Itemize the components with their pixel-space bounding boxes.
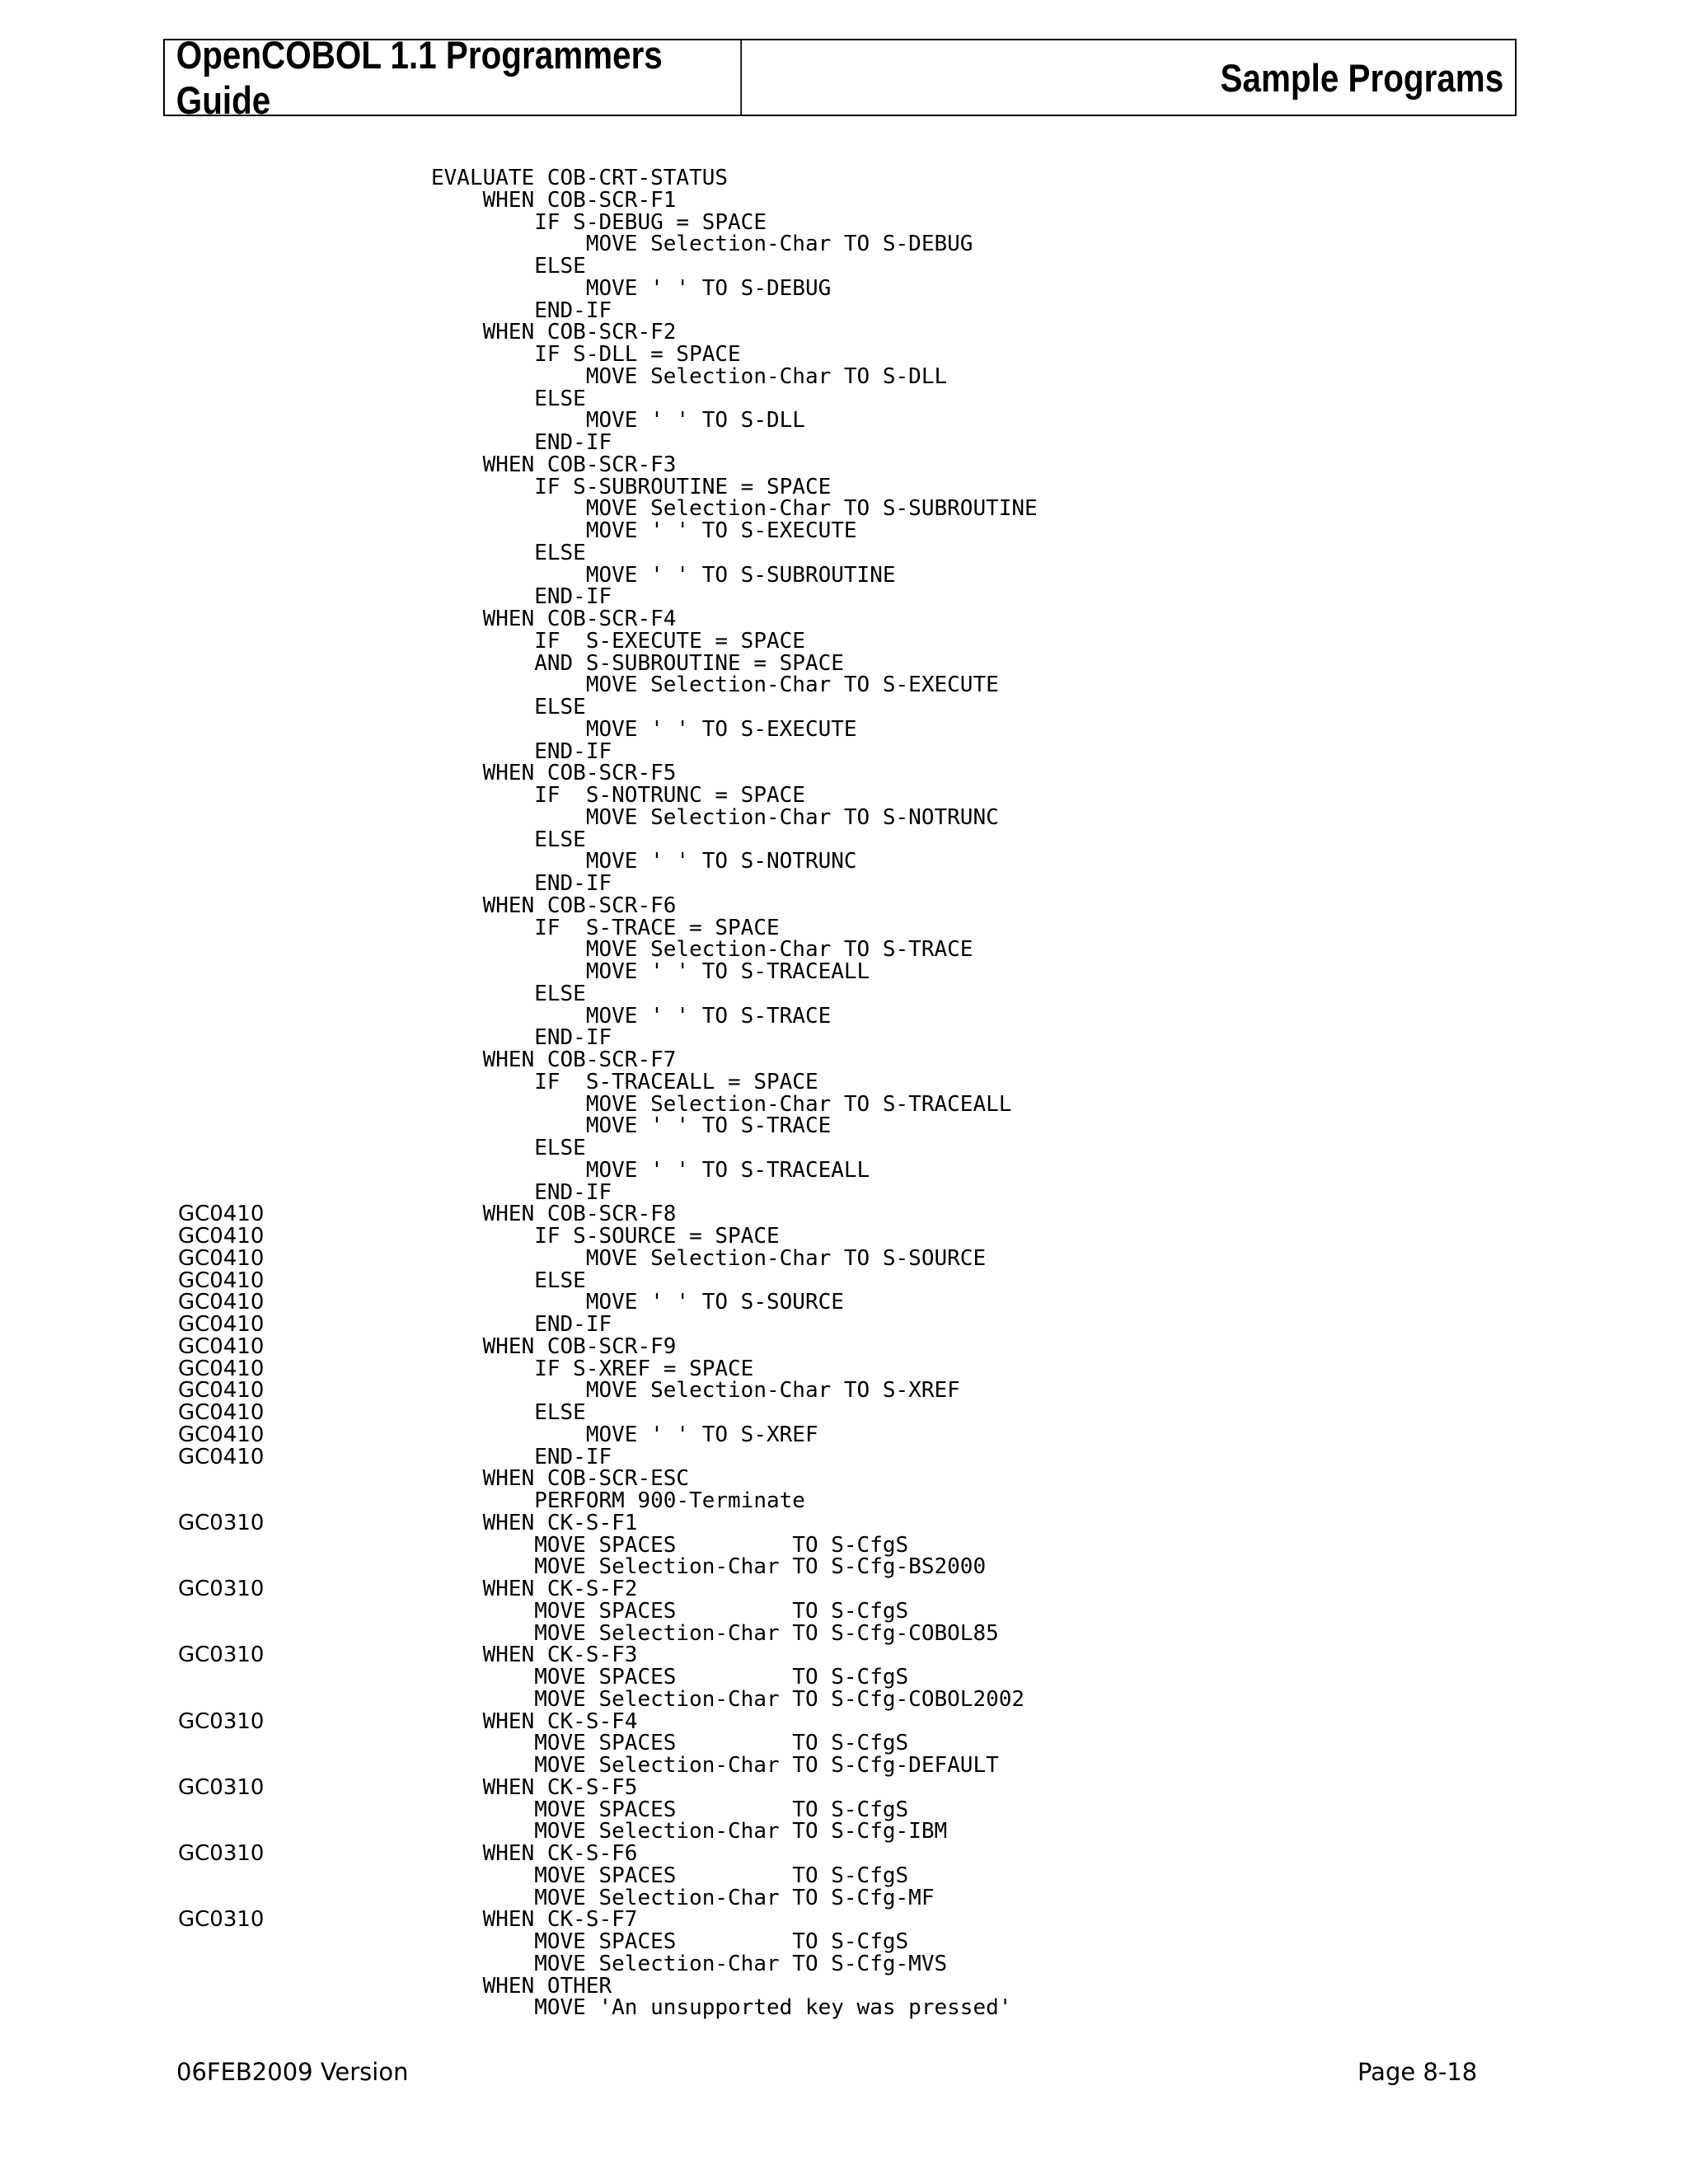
code-text: MOVE Selection-Char TO S-SUBROUTINE bbox=[431, 496, 1038, 522]
code-line bbox=[0, 1821, 1688, 1843]
code-line bbox=[0, 1314, 1688, 1336]
code-text: WHEN CK-S-F7 bbox=[431, 1907, 638, 1933]
code-line bbox=[0, 321, 1688, 344]
code-line bbox=[0, 1686, 1688, 1712]
code-line bbox=[0, 608, 1688, 630]
code-text: WHEN CK-S-F3 bbox=[431, 1643, 638, 1668]
code-line bbox=[0, 1774, 1688, 1800]
code-text: END-IF bbox=[431, 584, 612, 610]
code-line bbox=[0, 1203, 1688, 1226]
code-text: IF S-SUBROUTINE = SPACE bbox=[431, 474, 832, 499]
code-line bbox=[0, 1556, 1688, 1578]
code-text: MOVE Selection-Char TO S-TRACEALL bbox=[431, 1091, 1012, 1117]
code-text: WHEN COB-SCR-F4 bbox=[431, 607, 677, 631]
code-text: MOVE Selection-Char TO S-EXECUTE bbox=[431, 673, 999, 698]
code-line bbox=[0, 1157, 1688, 1183]
sequence-number: GC0410 bbox=[178, 1333, 265, 1359]
sequence-number: GC0310 bbox=[178, 1774, 265, 1800]
code-line bbox=[0, 209, 1688, 235]
code-text: WHEN CK-S-F5 bbox=[431, 1774, 638, 1800]
code-text: END-IF bbox=[431, 298, 612, 323]
code-text: WHEN OTHER bbox=[431, 1973, 612, 1999]
code-text: IF S-NOTRUNC = SPACE bbox=[431, 783, 805, 808]
code-line bbox=[0, 1931, 1688, 1953]
code-line bbox=[0, 674, 1688, 696]
code-text: ELSE bbox=[431, 1136, 586, 1160]
sequence-number: GC0410 bbox=[178, 1245, 265, 1271]
code-text: WHEN CK-S-F2 bbox=[431, 1577, 638, 1601]
code-line bbox=[0, 1865, 1688, 1887]
code-text: MOVE 'An unsupported key was pressed' bbox=[431, 1995, 1012, 2021]
code-text: MOVE ' ' TO S-TRACE bbox=[431, 1003, 832, 1029]
code-line bbox=[0, 983, 1688, 1005]
document-title: OpenCOBOL 1.1 Programmers Guide bbox=[176, 33, 663, 122]
code-text: ELSE bbox=[431, 1400, 586, 1425]
code-text: PERFORM 900-Terminate bbox=[431, 1488, 805, 1513]
code-line bbox=[0, 829, 1688, 851]
header-section-cell bbox=[931, 40, 1515, 115]
code-text: WHEN COB-SCR-ESC bbox=[431, 1466, 690, 1492]
code-text: WHEN COB-SCR-F7 bbox=[431, 1047, 677, 1072]
code-line bbox=[0, 650, 1688, 676]
code-text: EVALUATE COB-CRT-STATUS bbox=[431, 166, 729, 190]
code-line bbox=[0, 410, 1688, 432]
code-line bbox=[0, 1115, 1688, 1137]
sequence-number: GC0310 bbox=[178, 1708, 265, 1734]
code-line bbox=[0, 716, 1688, 742]
code-text: IF S-DEBUG = SPACE bbox=[431, 209, 767, 235]
code-line bbox=[0, 630, 1688, 653]
code-line bbox=[0, 804, 1688, 830]
footer-page-number: Page 8-18 bbox=[1357, 2058, 1478, 2086]
code-text: MOVE Selection-Char TO S-Cfg-MVS bbox=[431, 1951, 948, 1976]
code-line bbox=[0, 1620, 1688, 1646]
code-text: MOVE ' ' TO S-SUBROUTINE bbox=[431, 562, 896, 588]
code-line bbox=[0, 696, 1688, 719]
code-line bbox=[0, 1027, 1688, 1049]
section-title: Sample Programs bbox=[1220, 55, 1504, 100]
code-text: END-IF bbox=[431, 1179, 612, 1205]
code-line bbox=[0, 498, 1688, 520]
code-text: IF S-TRACE = SPACE bbox=[431, 915, 780, 940]
code-line bbox=[0, 939, 1688, 961]
code-line bbox=[0, 961, 1688, 983]
code-text: END-IF bbox=[431, 871, 612, 896]
code-line bbox=[0, 1708, 1688, 1734]
code-text: MOVE ' ' TO S-TRACE bbox=[431, 1113, 832, 1139]
code-line bbox=[0, 1179, 1688, 1205]
sequence-number: GC0310 bbox=[178, 1510, 265, 1535]
code-line bbox=[0, 1226, 1688, 1248]
code-text: AND S-SUBROUTINE = SPACE bbox=[431, 650, 844, 676]
code-line bbox=[0, 1005, 1688, 1028]
code-line bbox=[0, 562, 1688, 588]
code-text: MOVE Selection-Char TO S-Cfg-BS2000 bbox=[431, 1554, 987, 1580]
code-line bbox=[0, 1887, 1688, 1910]
code-line bbox=[0, 255, 1688, 278]
code-text: MOVE ' ' TO S-EXECUTE bbox=[431, 716, 857, 742]
code-line bbox=[0, 1512, 1688, 1535]
sequence-number: GC0410 bbox=[178, 1312, 265, 1337]
code-text: MOVE SPACES TO S-CfgS bbox=[431, 1532, 909, 1558]
code-line bbox=[0, 1755, 1688, 1777]
code-text: END-IF bbox=[431, 1444, 612, 1469]
code-text: MOVE ' ' TO S-SOURCE bbox=[431, 1290, 844, 1315]
sequence-number: GC0310 bbox=[178, 1643, 265, 1668]
code-line bbox=[0, 233, 1688, 255]
code-line bbox=[0, 1137, 1688, 1160]
code-text: IF S-EXECUTE = SPACE bbox=[431, 628, 805, 654]
code-line bbox=[0, 1909, 1688, 1931]
code-text: ELSE bbox=[431, 827, 586, 852]
code-line bbox=[0, 520, 1688, 542]
code-text: MOVE SPACES TO S-CfgS bbox=[431, 1731, 909, 1756]
code-line bbox=[0, 738, 1688, 764]
code-text: WHEN COB-SCR-F9 bbox=[431, 1333, 677, 1359]
code-text: MOVE SPACES TO S-CfgS bbox=[431, 1863, 909, 1888]
page-header bbox=[163, 33, 1517, 122]
code-text: MOVE Selection-Char TO S-Cfg-COBOL2002 bbox=[431, 1686, 1025, 1712]
code-text: ELSE bbox=[431, 695, 586, 719]
code-text: END-IF bbox=[431, 738, 612, 764]
code-text: MOVE ' ' TO S-DLL bbox=[431, 408, 805, 434]
sequence-number: GC0410 bbox=[178, 1378, 265, 1404]
code-text: MOVE Selection-Char TO S-Cfg-MF bbox=[431, 1885, 935, 1910]
code-line bbox=[0, 1091, 1688, 1117]
code-text: END-IF bbox=[431, 430, 612, 455]
code-line bbox=[0, 1799, 1688, 1821]
code-line bbox=[0, 1644, 1688, 1666]
code-listing bbox=[0, 167, 1688, 2019]
code-text: MOVE SPACES TO S-CfgS bbox=[431, 1797, 909, 1822]
code-line bbox=[0, 895, 1688, 917]
header-title-cell bbox=[165, 33, 742, 122]
code-text: WHEN CK-S-F4 bbox=[431, 1708, 638, 1734]
code-text: ELSE bbox=[431, 540, 586, 565]
code-line bbox=[0, 1333, 1688, 1359]
code-line bbox=[0, 432, 1688, 454]
code-line bbox=[0, 1358, 1688, 1380]
code-line bbox=[0, 363, 1688, 389]
code-text: MOVE Selection-Char TO S-TRACE bbox=[431, 937, 973, 963]
code-text: ELSE bbox=[431, 981, 586, 1006]
code-text: MOVE Selection-Char TO S-Cfg-DEFAULT bbox=[431, 1753, 999, 1778]
code-text: IF S-XREF = SPACE bbox=[431, 1356, 754, 1381]
code-line bbox=[0, 454, 1688, 476]
code-text: END-IF bbox=[431, 1312, 612, 1337]
sequence-number: GC0410 bbox=[178, 1422, 265, 1447]
code-line bbox=[0, 1049, 1688, 1071]
code-line bbox=[0, 1732, 1688, 1755]
code-text: MOVE Selection-Char TO S-DEBUG bbox=[431, 232, 973, 257]
code-text: WHEN CK-S-F6 bbox=[431, 1841, 638, 1866]
code-line bbox=[0, 1975, 1688, 1998]
code-line bbox=[0, 476, 1688, 499]
code-line bbox=[0, 1843, 1688, 1865]
code-text: WHEN COB-SCR-F3 bbox=[431, 452, 677, 477]
code-line bbox=[0, 1468, 1688, 1490]
code-line bbox=[0, 542, 1688, 565]
code-text: MOVE SPACES TO S-CfgS bbox=[431, 1929, 909, 1954]
code-line bbox=[0, 1578, 1688, 1601]
code-text: MOVE Selection-Char TO S-Cfg-IBM bbox=[431, 1819, 948, 1844]
code-line bbox=[0, 1245, 1688, 1271]
code-text: IF S-TRACEALL = SPACE bbox=[431, 1069, 818, 1094]
code-line bbox=[0, 1446, 1688, 1469]
code-line bbox=[0, 388, 1688, 410]
code-line bbox=[0, 1490, 1688, 1512]
code-line bbox=[0, 300, 1688, 322]
code-line bbox=[0, 1380, 1688, 1402]
sequence-number: GC0410 bbox=[178, 1444, 265, 1469]
sequence-number: GC0310 bbox=[178, 1577, 265, 1601]
code-text: IF S-DLL = SPACE bbox=[431, 342, 741, 367]
code-line bbox=[0, 785, 1688, 807]
code-line bbox=[0, 1270, 1688, 1292]
sequence-number: GC0410 bbox=[178, 1224, 265, 1249]
code-text: IF S-SOURCE = SPACE bbox=[431, 1224, 780, 1249]
code-text: MOVE ' ' TO S-TRACEALL bbox=[431, 1157, 870, 1183]
code-line bbox=[0, 1532, 1688, 1558]
code-line bbox=[0, 851, 1688, 873]
code-text: MOVE ' ' TO S-TRACEALL bbox=[431, 959, 870, 984]
code-line bbox=[0, 762, 1688, 785]
code-line bbox=[0, 873, 1688, 895]
code-line bbox=[0, 917, 1688, 940]
code-line bbox=[0, 1424, 1688, 1446]
code-text: MOVE Selection-Char TO S-DLL bbox=[431, 363, 948, 389]
code-text: END-IF bbox=[431, 1025, 612, 1051]
code-text: MOVE ' ' TO S-EXECUTE bbox=[431, 518, 857, 543]
code-line bbox=[0, 586, 1688, 608]
code-text: MOVE ' ' TO S-DEBUG bbox=[431, 275, 832, 301]
code-text: ELSE bbox=[431, 386, 586, 411]
sequence-number: GC0410 bbox=[178, 1290, 265, 1315]
code-text: MOVE SPACES TO S-CfgS bbox=[431, 1598, 909, 1624]
code-text: MOVE ' ' TO S-NOTRUNC bbox=[431, 849, 857, 874]
code-text: MOVE Selection-Char TO S-NOTRUNC bbox=[431, 804, 999, 830]
code-text: MOVE Selection-Char TO S-Cfg-COBOL85 bbox=[431, 1620, 999, 1646]
footer-version: 06FEB2009 Version bbox=[176, 2058, 409, 2086]
sequence-number: GC0410 bbox=[178, 1356, 265, 1381]
code-line bbox=[0, 167, 1688, 190]
sequence-number: GC0410 bbox=[178, 1400, 265, 1425]
code-line bbox=[0, 1598, 1688, 1624]
code-line bbox=[0, 1071, 1688, 1094]
code-text: MOVE ' ' TO S-XREF bbox=[431, 1422, 818, 1447]
code-text: MOVE Selection-Char TO S-XREF bbox=[431, 1378, 960, 1404]
code-text: WHEN COB-SCR-F5 bbox=[431, 761, 677, 786]
code-line bbox=[0, 275, 1688, 301]
code-text: WHEN CK-S-F1 bbox=[431, 1510, 638, 1535]
code-text: WHEN COB-SCR-F1 bbox=[431, 187, 677, 213]
code-text: MOVE SPACES TO S-CfgS bbox=[431, 1665, 909, 1690]
code-line bbox=[0, 344, 1688, 366]
code-text: WHEN COB-SCR-F2 bbox=[431, 320, 677, 345]
code-line bbox=[0, 1997, 1688, 2019]
code-text: ELSE bbox=[431, 254, 586, 279]
code-line bbox=[0, 1291, 1688, 1314]
code-text: WHEN COB-SCR-F6 bbox=[431, 893, 677, 918]
code-text: WHEN COB-SCR-F8 bbox=[431, 1202, 677, 1227]
code-line bbox=[0, 1666, 1688, 1689]
code-line bbox=[0, 187, 1688, 213]
sequence-number: GC0310 bbox=[178, 1907, 265, 1933]
code-text: MOVE Selection-Char TO S-SOURCE bbox=[431, 1245, 987, 1271]
sequence-number: GC0310 bbox=[178, 1841, 265, 1866]
code-text: ELSE bbox=[431, 1268, 586, 1293]
sequence-number: GC0410 bbox=[178, 1202, 265, 1227]
sequence-number: GC0410 bbox=[178, 1268, 265, 1293]
code-line bbox=[0, 1402, 1688, 1424]
code-line bbox=[0, 1953, 1688, 1975]
